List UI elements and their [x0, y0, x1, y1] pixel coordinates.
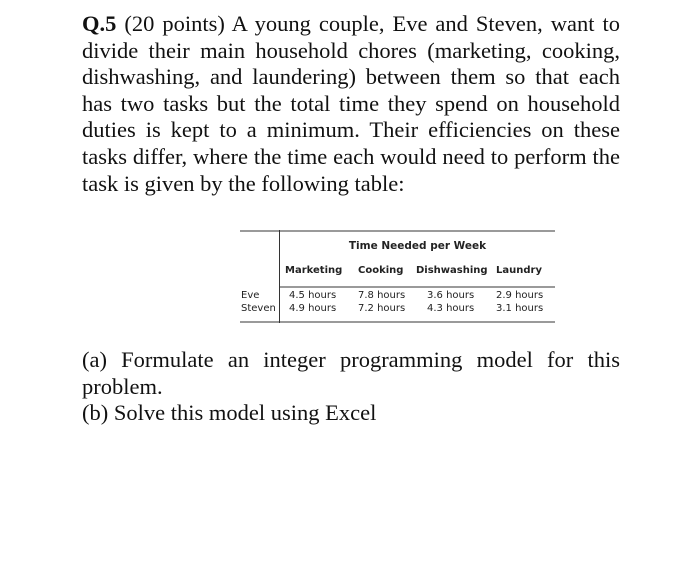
cell-eve-laundry: 2.9 hours	[496, 290, 544, 301]
column-header-marketing: Marketing	[285, 265, 343, 276]
question-text	[82, 11, 620, 197]
table-header-rule	[280, 286, 555, 288]
cell-eve-dishwashing: 3.6 hours	[427, 290, 475, 301]
cell-eve-marketing: 4.5 hours	[289, 290, 337, 301]
question-number: Q.5	[82, 11, 117, 36]
part-a: (a) Formulate an integer programming model for this problem.	[82, 347, 620, 399]
column-header-laundry: Laundry	[496, 265, 542, 276]
cell-eve-cooking: 7.8 hours	[358, 290, 406, 301]
table-bottom-rule	[240, 321, 555, 323]
row-label-eve: Eve	[241, 290, 260, 301]
cell-steven-marketing: 4.9 hours	[289, 303, 337, 314]
column-header-cooking: Cooking	[358, 265, 404, 276]
question-body: (20 points) A young couple, Eve and Steven, want to divide their main household chores (marketing, cooking, dishwashing, and laundering) between them so that each has two tasks but the total time they spend on household duties is kept to a minimum. Their efficiencies on these tasks differ, where the time each would need to perform the task is given by the following table:	[82, 11, 620, 196]
cell-steven-cooking: 7.2 hours	[358, 303, 406, 314]
column-header-dishwashing: Dishwashing	[416, 265, 488, 276]
cell-steven-dishwashing: 4.3 hours	[427, 303, 475, 314]
question-parts	[82, 347, 620, 427]
table-spanning-header: Time Needed per Week	[348, 240, 487, 252]
table-top-rule	[240, 230, 555, 232]
row-label-steven: Steven	[241, 303, 276, 314]
part-b: (b) Solve this model using Excel	[82, 400, 377, 426]
cell-steven-laundry: 3.1 hours	[496, 303, 544, 314]
